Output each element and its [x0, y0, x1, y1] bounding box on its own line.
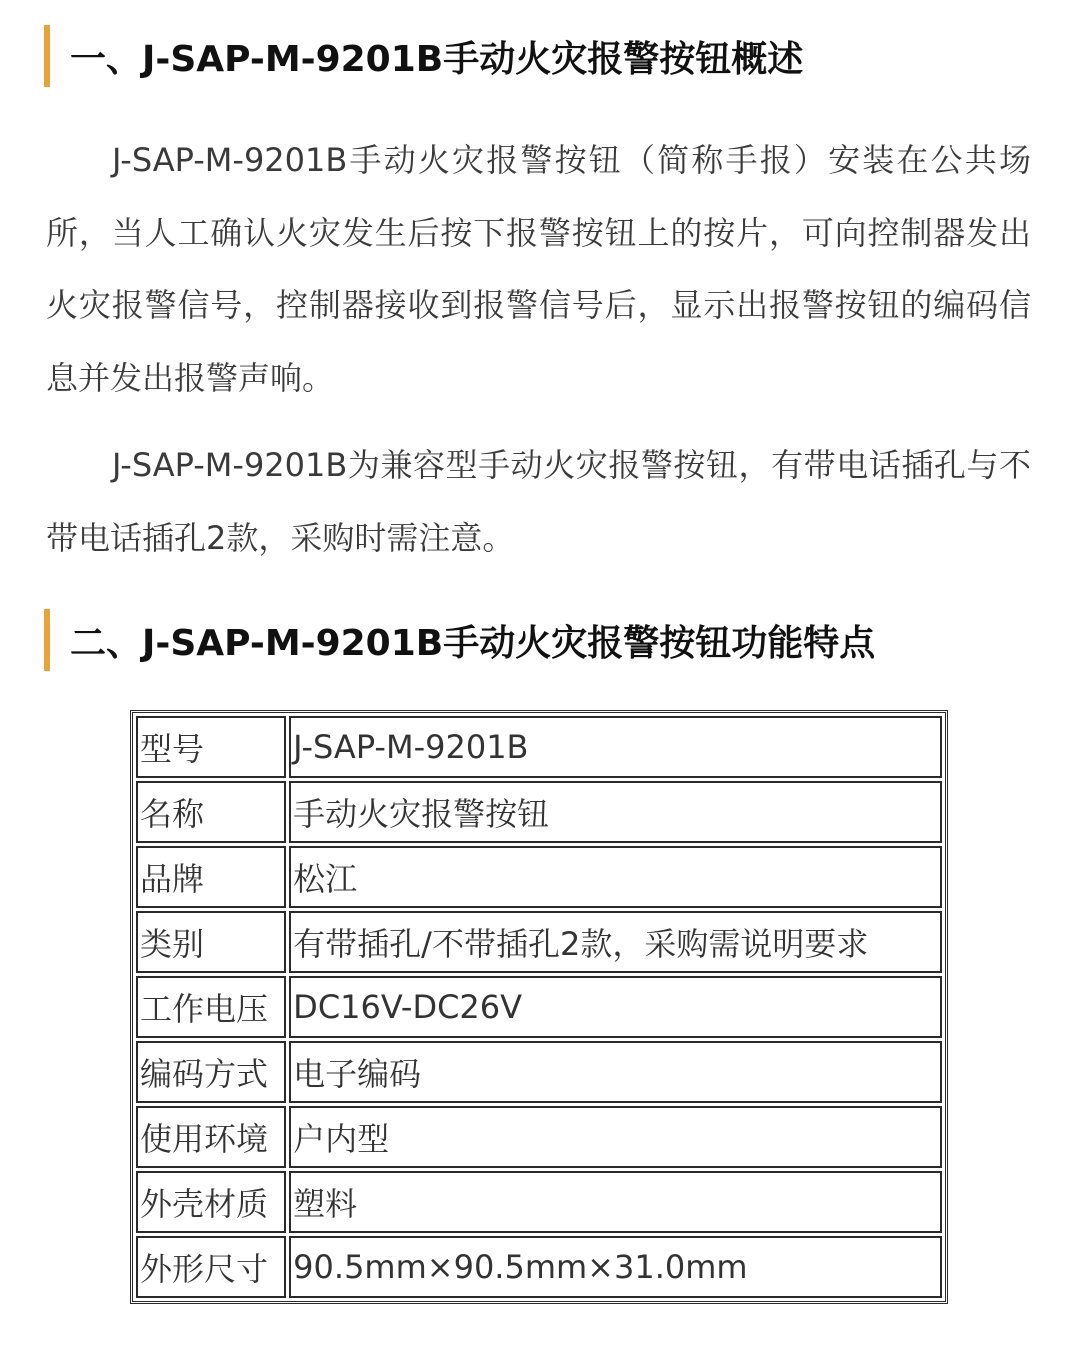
spec-key: 使用环境: [136, 1106, 286, 1168]
section-2-title: 二、J-SAP-M-9201B手动火灾报警按钮功能特点: [70, 622, 876, 664]
spec-key: 编码方式: [136, 1041, 286, 1103]
table-row: [136, 1106, 942, 1168]
spec-value: 有带插孔/不带插孔2款，采购需说明要求: [289, 911, 942, 973]
overview-paragraph-1: J-SAP-M-9201B手动火灾报警按钮（简称手报）安装在公共场所，当人工确认火灾发生后按下报警按钮上的按片，可向控制器发出火灾报警信号，控制器接收到报警信号后，显示出报警按钮的编码信息并发出报警声响。: [46, 141, 1031, 397]
spec-key: 品牌: [136, 846, 286, 908]
spec-key: 类别: [136, 911, 286, 973]
spec-value: 90.5mm×90.5mm×31.0mm: [289, 1236, 942, 1298]
spec-key: 外壳材质: [136, 1171, 286, 1233]
section-1-heading: [44, 24, 803, 88]
table-row: [136, 781, 942, 843]
section-1-title: 一、J-SAP-M-9201B手动火灾报警按钮概述: [70, 38, 804, 80]
table-row: [136, 1171, 942, 1233]
heading-accent-bar: [44, 609, 50, 671]
spec-value: J-SAP-M-9201B: [289, 716, 942, 778]
table-row: [136, 846, 942, 908]
spec-value: 松江: [289, 846, 942, 908]
overview-paragraph-2: J-SAP-M-9201B为兼容型手动火灾报警按钮，有带电话插孔与不带电话插孔2款，采购时需注意。: [46, 446, 1031, 557]
spec-value: DC16V-DC26V: [289, 976, 942, 1038]
table-row: [136, 1236, 942, 1298]
spec-table: [130, 710, 948, 1304]
heading-accent-bar: [44, 25, 50, 87]
spec-key: 外形尺寸: [136, 1236, 286, 1298]
spec-value: 电子编码: [289, 1041, 942, 1103]
spec-key: 型号: [136, 716, 286, 778]
spec-value: 塑料: [289, 1171, 942, 1233]
table-row: [136, 716, 942, 778]
table-row: [136, 911, 942, 973]
spec-value: 手动火灾报警按钮: [289, 781, 942, 843]
table-row: [136, 1041, 942, 1103]
section-2-heading: [44, 608, 875, 672]
spec-key: 名称: [136, 781, 286, 843]
spec-key: 工作电压: [136, 976, 286, 1038]
table-row: [136, 976, 942, 1038]
spec-value: 户内型: [289, 1106, 942, 1168]
